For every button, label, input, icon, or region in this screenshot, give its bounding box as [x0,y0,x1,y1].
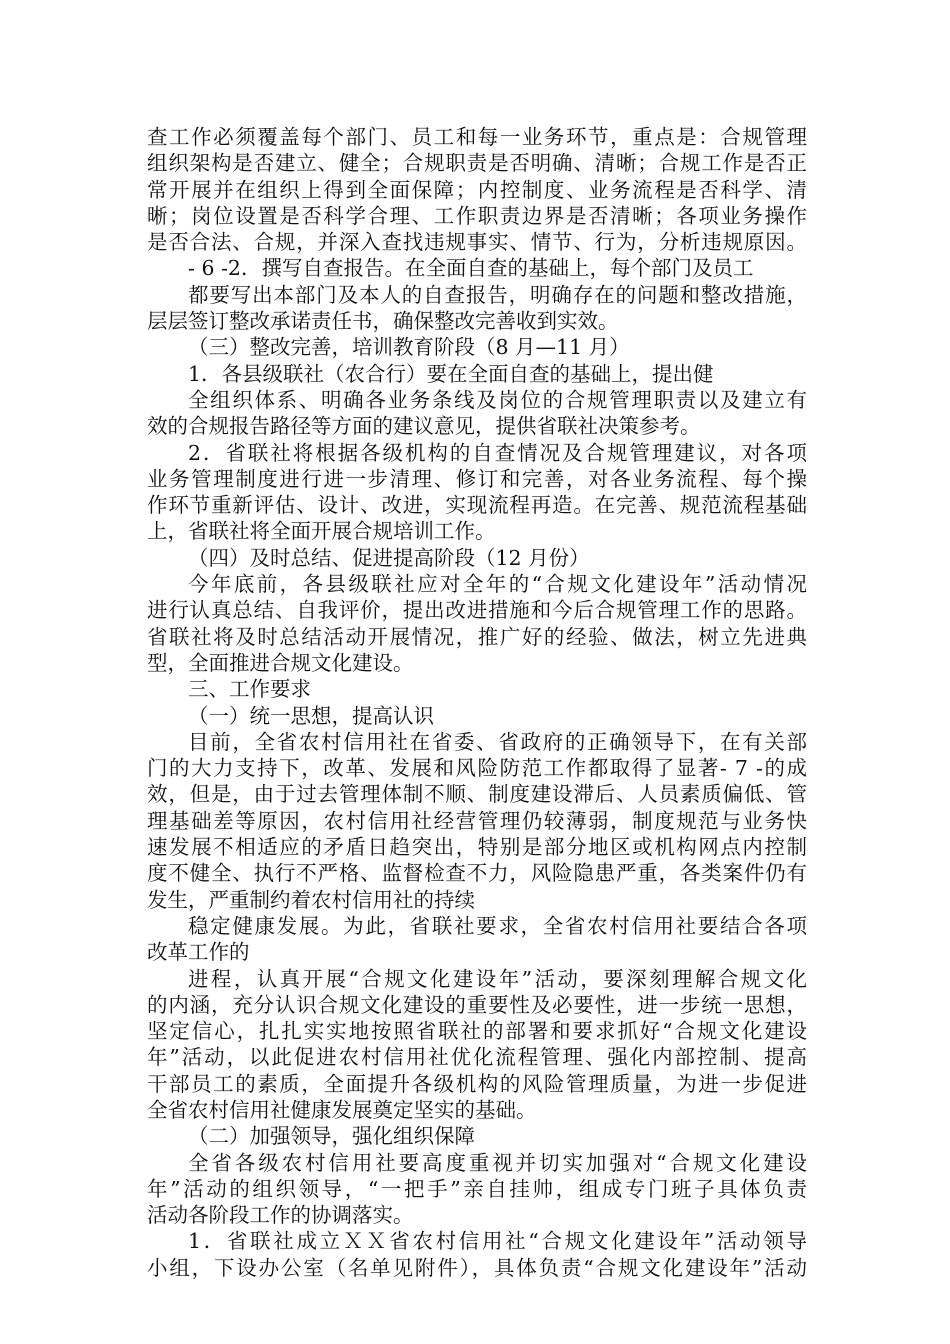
text-line: 层层签订整改承诺责任书，确保整改完善收到实效。 [147,309,619,334]
text-line: 都要写出本部门及本人的自查报告，明确存在的问题和整改措施， [188,282,807,307]
text-line: 效的合规报告路径等方面的建议意见，提供省联社决策参考。 [147,414,701,439]
text-line: 1．各县级联社（农合行）要在全面自查的基础上，提出健 [188,361,714,386]
text-line: 晰；岗位设置是否科学合理、工作职责边界是否清晰；各项业务操作 [147,203,807,228]
text-line: 的内涵，充分认识合规文化建设的重要性及必要性，进一步统一思想， [147,992,807,1017]
text-line: 查工作必须覆盖每个部门、员工和每一业务环节，重点是：合规管理 [147,125,807,149]
text-line: 作环节重新评估、设计、改进，实现流程再造。在完善、规范流程基础 [147,493,807,518]
text-line: 门的大力支持下，改革、发展和风险防范工作都取得了显著- 7 -的成 [147,756,807,781]
text-line: 理基础差等原因，农村信用社经营管理仍较薄弱，制度规范与业务快 [147,808,807,833]
text-line: 度不健全、执行不严格、监督检查不力，风险隐患严重，各类案件仍有 [147,861,807,886]
text-line: （四）及时总结、促进提高阶段（12 月份） [188,545,590,570]
text-line: 年”活动，以此促进农村信用社优化流程管理、强化内部控制、提高 [147,1045,807,1070]
text-line: 上，省联社将全面开展合规培训工作。 [147,519,496,544]
text-line: 业务管理制度进行进一步清理、修订和完善，对各业务流程、每个操 [147,466,807,491]
text-line: （一）统一思想，提高认识 [188,703,434,728]
text-line: 1．省联社成立ＸＸ省农村信用社“合规文化建设年”活动领导 [188,1229,807,1254]
text-line: 省联社将及时总结活动开展情况，推广好的经验、做法，树立先进典 [147,624,807,649]
text-line: 型，全面推进合规文化建设。 [147,650,414,675]
text-line: 稳定健康发展。为此，省联社要求，全省农村信用社要结合各项 [188,913,807,938]
text-line: 坚定信心，扎扎实实地按照省联社的部署和要求抓好“合规文化建设 [147,1019,807,1044]
text-line: 小组，下设办公室（名单见附件），具体负责“合规文化建设年”活动 [147,1255,807,1280]
text-line: 进行认真总结、自我评价，提出改进措施和今后合规管理工作的思路。 [147,598,807,623]
text-line: 改革工作的 [147,940,250,965]
text-line: 全省各级农村信用社要高度重视并切实加强对“合规文化建设 [188,1150,807,1175]
text-line: 全组织体系、明确各业务条线及岗位的合规管理职责以及建立有 [188,387,807,412]
text-line: 干部员工的素质，全面提升各级机构的风险管理质量，为进一步促进 [147,1071,807,1096]
text-line: 效，但是，由于过去管理体制不顺、制度建设滞后、人员素质偏低、管 [147,782,807,807]
text-line: （三）整改完善，培训教育阶段（8 月—11 月） [188,335,630,360]
text-line: 常开展并在组织上得到全面保障；内控制度、业务流程是否科学、清 [147,177,807,202]
text-line: 2．省联社将根据各级机构的自查情况及合规管理建议，对各项 [188,440,807,465]
text-line: 组织架构是否建立、健全；合规职责是否明确、清晰；合规工作是否正 [147,151,807,176]
text-line: （二）加强领导，强化组织保障 [188,1124,475,1149]
text-line: - 6 -2．撰写自查报告。在全面自查的基础上，每个部门及员工 [188,256,754,281]
text-line: 是否合法、合规，并深入查找违规事实、情节、行为，分析违规原因。 [147,230,807,255]
text-line: 今年底前，各县级联社应对全年的“合规文化建设年”活动情况 [188,572,807,597]
text-line: 全省农村信用社健康发展奠定坚实的基础。 [147,1097,537,1122]
text-line: 年”活动的组织领导，“一把手”亲自挂帅，组成专门班子具体负责 [147,1176,807,1201]
text-line: 目前，全省农村信用社在省委、省政府的正确领导下，在有关部 [188,729,807,754]
text-line: 活动各阶段工作的协调落实。 [147,1203,414,1228]
text-line: 进程，认真开展“合规文化建设年”活动，要深刻理解合规文化 [188,966,807,991]
document-body [147,124,807,1281]
text-line: 速发展不相适应的矛盾日趋突出，特别是部分地区或机构网点内控制 [147,835,807,860]
text-line: 三、工作要求 [188,677,311,702]
text-line: 发生，严重制约着农村信用社的持续 [147,887,475,912]
